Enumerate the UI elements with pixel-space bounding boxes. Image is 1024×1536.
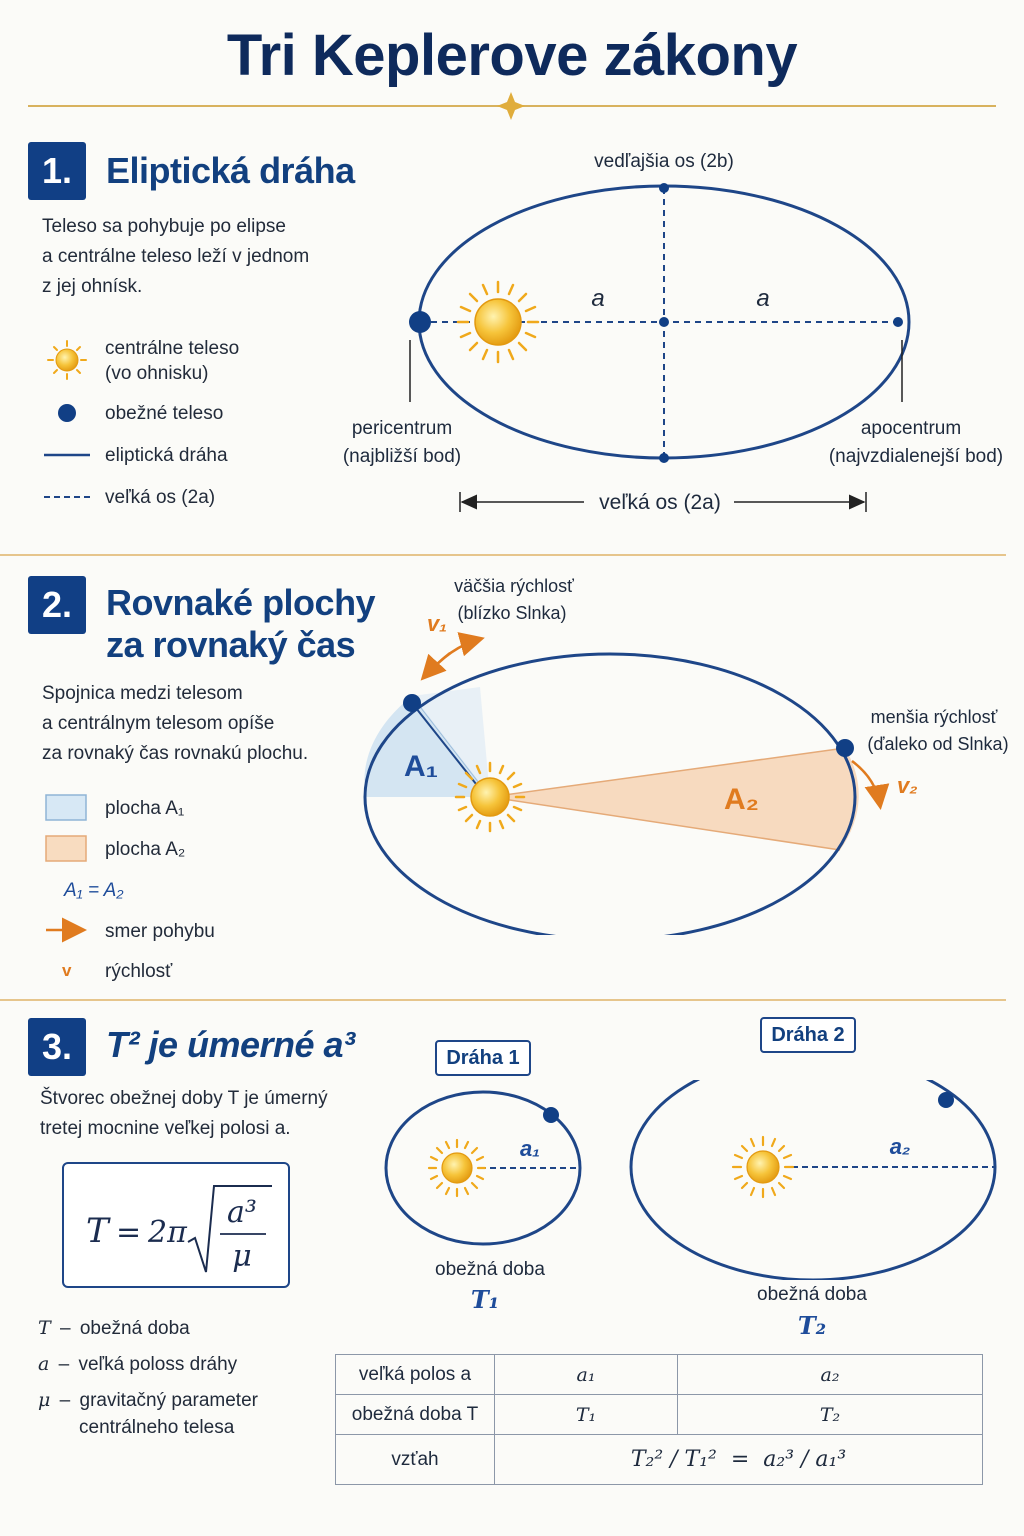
sun-icon [429,1140,485,1196]
law2-heading-line: za rovnaký čas [106,624,356,665]
law2-text-line: Spojnica medzi telesom [42,683,243,704]
orbit2-ellipse [631,1080,995,1280]
orbit2-period: T₂ [797,1311,827,1340]
formula-lhs: T [86,1211,109,1251]
law2-legend-velocity: rýchlosť [105,961,173,982]
law1-legend-axis-label: veľká os (2a) [105,487,216,508]
period-formula-box [62,1162,290,1288]
pericenter-label: pericentrum [351,418,453,439]
apocenter-point [893,317,903,327]
area2-swatch-icon [46,836,86,861]
law2-legend-equality: A₁ = A₂ [64,880,124,901]
minor-axis-bottom-point [659,453,669,463]
body-near-sun [403,694,421,712]
orbit1-period-label: obežná doba [435,1259,545,1280]
table-cell: a₂ [678,1355,983,1395]
v2-label: v₂ [897,773,918,798]
def-mu-cont: centrálneho telesa [79,1417,235,1438]
table-row [336,1395,983,1435]
minor-axis-label: vedľajšia os (2b) [594,151,734,172]
table-row [336,1435,983,1485]
kepler-relation: T₂² / T₁² = a₂³ / a₁³ [495,1435,983,1485]
law3-text-line: Štvorec obežnej doby T je úmerný [40,1088,328,1109]
law3-heading: T² je úmerné a³ [106,1024,355,1065]
law1-heading: Eliptická dráha [106,150,355,191]
orbit2-tag: Dráha 2 [760,1017,856,1053]
formula-coef: 2π [148,1215,187,1250]
law2-heading [106,582,375,666]
table-row-label: veľká polos a [336,1355,495,1395]
law3-number: 3. [28,1018,86,1076]
table-cell: T₁ [495,1395,678,1435]
minor-axis-top-point [659,183,669,193]
velocity-icon: v [62,961,72,980]
star-ornament-icon [497,92,525,120]
formula-num: a³ [227,1195,257,1230]
law2-legend-direction: smer pohybu [105,921,215,942]
body-far-from-sun [836,739,854,757]
slow-note: menšia rýchlosť [870,707,998,727]
law1-text [42,212,309,302]
law1-legend-dot-label: obežné teleso [105,403,224,424]
dot-icon [58,404,76,422]
orbiting-body [409,311,431,333]
law1-text-line: a centrálne teleso leží v jednom [42,246,310,267]
law1-legend-icons [40,335,96,515]
title-divider [0,90,1024,126]
orbit1-period: T₁ [470,1285,500,1314]
area-a2 [490,748,859,850]
orbit2-body [938,1092,954,1108]
law3-orbits-diagram [370,1080,1010,1280]
apocenter-sublabel: (najvzdialenejší bod) [828,446,1004,467]
orbit2-period-label: obežná doba [757,1284,867,1305]
law3-text-line: tretej mocnine veľkej polosi a. [40,1118,291,1139]
orbit1-body [543,1107,559,1123]
law3-text [40,1084,328,1144]
law2-legend-area2: plocha A₂ [105,839,186,860]
law1-number: 1. [28,142,86,200]
area1-swatch-icon [46,795,86,820]
a1-label: A₁ [404,750,439,783]
a2-label: A₂ [724,783,759,816]
section-divider [0,554,1006,556]
law1-legend-orbit-label: eliptická dráha [105,445,228,466]
def-period: T – obežná doba [38,1317,190,1339]
formula-den: μ [232,1239,252,1274]
law2-number: 2. [28,576,86,634]
sun-icon [48,341,86,379]
orbit1-semi-label: a₁ [520,1136,540,1161]
apocenter-label: apocentrum [860,418,962,439]
comparison-table [335,1354,983,1485]
law1-text-line: z jej ohnísk. [42,276,143,297]
velocity-arrow-v1 [425,639,480,677]
law2-legend-area1: plocha A₁ [105,798,185,819]
law2-text-line: za rovnaký čas rovnakú plochu. [42,743,309,764]
table-cell: a₁ [495,1355,678,1395]
law1-legend-sun-label: centrálne teleso (vo ohnisku) [105,338,240,384]
formula-eq: = [116,1215,142,1250]
table-cell: T₂ [678,1395,983,1435]
def-mu: μ – gravitačný parameter [38,1389,258,1411]
semi-major-label-right: a [756,285,770,312]
law1-text-line: Teleso sa pohybuje po elipse [42,216,287,237]
table-row-label: vzťah [336,1435,495,1485]
pericenter-sublabel: (najbližší bod) [342,446,462,467]
def-semimajor: a – veľká poloss dráhy [38,1353,238,1375]
major-axis-label: veľká os (2a) [599,491,721,514]
law2-text-line: a centrálnym telesom opíše [42,713,275,734]
law1-ellipse-diagram [330,140,1024,525]
period-formula [64,1164,288,1286]
fast-note-sub: (blízko Slnka) [457,603,567,623]
law2-area-diagram [340,565,1024,935]
semi-major-label-left: a [591,285,605,312]
table-row-label: obežná doba T [336,1395,495,1435]
page-title: Tri Keplerove zákony [226,23,798,88]
section-divider [0,999,1006,1001]
orbit1-tag: Dráha 1 [435,1040,531,1076]
table-row [336,1355,983,1395]
law2-text [42,679,308,769]
slow-note-sub: (ďaleko od Slnka) [867,734,1009,754]
center-point [659,317,669,327]
orbit2-semi-label: a₂ [889,1134,911,1159]
v1-label: v₁ [427,611,447,636]
fast-note: väčšia rýchlosť [454,576,574,596]
sun-icon [733,1137,793,1197]
law2-heading-line: Rovnaké plochy [106,582,376,623]
